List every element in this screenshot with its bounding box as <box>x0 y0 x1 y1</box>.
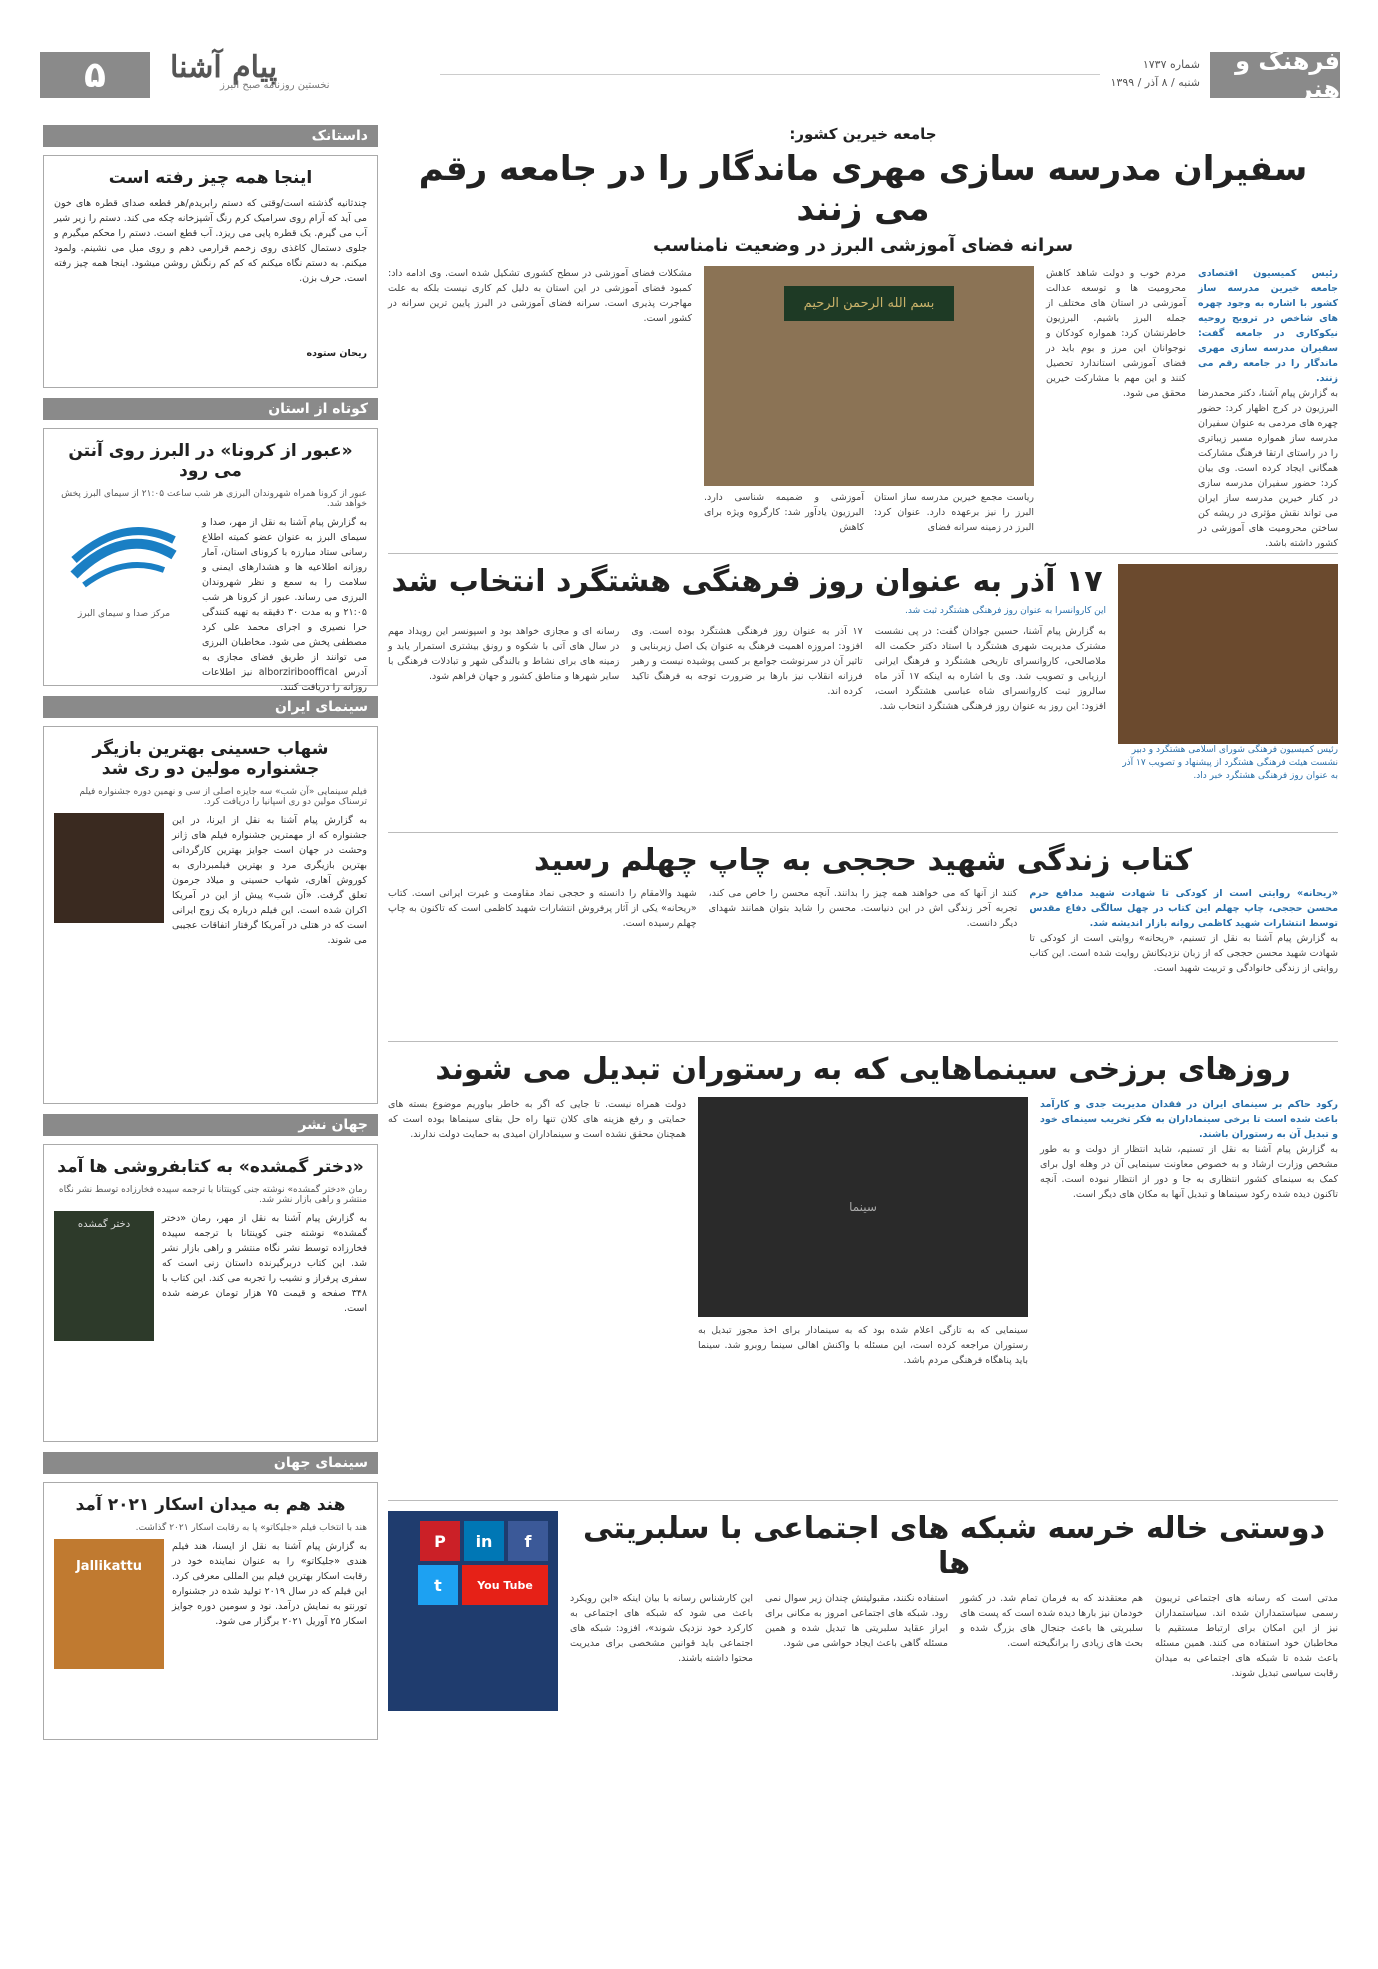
ostan-text: به گزارش پیام آشنا به نقل از مهر، صدا و سیمای البرز به عنوان عضو کمیته اطلاع رسانی ستاد مبارزه با کرونای استان، آمار روزانه اطلاعیه ها و هشدارهای ایمنی و سلامت را به سمع و نظر شهروندان البرزی می رساند. عبور از کرونا هر شب ۲۱:۰۵ و به مدت ۳۰ دقیقه به تهیه کنندگی حرا نصیری و اجرای محمد علی کرد مصطفی پخش می شود. مخاطبان البرزی می توانند از طریق فضای مجازی به آدرس alborziribooffical نیز اطلاعات روزانه را دریافت کنند. <box>202 517 367 693</box>
article-hojaji <box>388 832 1338 1033</box>
story-author: ریحان ستوده <box>306 348 367 359</box>
header-rule <box>440 74 1100 75</box>
article-charity-photo-area <box>704 266 1034 566</box>
book-cover: دختر گمشده <box>54 1211 154 1341</box>
cinema-hall-photo: سینما <box>698 1097 1028 1317</box>
social-media-photo <box>388 1511 558 1711</box>
article-charity-lead: رئیس کمیسیون اقتصادی جامعه خیرین مدرسه ساز کشور با اشاره به وجود چهره های شاخص در ترویج روحیه نیکوکاری در جامعه گفت: سفیران مدرسه سازی مهری ماندگار را در جامعه رقم می زنند. <box>1198 268 1338 384</box>
page-number: ۵ <box>40 52 150 98</box>
article-hashtgerd-col2: ۱۷ آذر به عنوان روز فرهنگی هشتگرد بوده است. وی افزود: امروزه اهمیت فرهنگ به عنوان یک اصل زیربنایی و تاثیر آن در سرنوشت جوامع بر کسی پوشیده نیست و رهبر فرزانه انقلاب نیز بارها بر ضرورت توجه به فرهنگ تاکید کرده اند. <box>631 626 863 697</box>
article-charity-caption-left: آموزشی و ضمیمه شناسی دارد. البرزیون یادآور شد: کارگروه ویژه برای کاهش <box>704 492 864 533</box>
main-content <box>388 125 1338 1841</box>
calligraphy-frame: بسم الله الرحمن الرحیم <box>784 286 955 321</box>
publishing-box <box>43 1144 378 1442</box>
publishing-sub: رمان «دختر گمشده» نوشته جنی کوینتانا با ترجمه سپیده فخارزاده توسط نشر نگاه منتشر و راهی بازار نشر شد. <box>58 1185 367 1205</box>
ostan-sub: عبور از کرونا همراه شهروندان البرزی هر شب ساعت ۲۱:۰۵ از سیمای البرز پخش خواهد شد. <box>61 489 367 509</box>
article-cinemas-col1-text: به گزارش پیام آشنا به نقل از تسنیم، شاید انتظار از دولت و به طور مشخص وزارت ارشاد و به خصوص معاونت سینمایی آن در وهله اول برای کمک به سینمای کشور انتظاری به جا و دور از انتظار نبوده است. آنچه تاکنون دیده شده رکود سینماها و تبدیل آنها به مکان های دیگر است. <box>1040 1144 1338 1200</box>
article-cinemas-col1 <box>1040 1097 1338 1477</box>
story-title: اینجا همه چیز رفته است <box>108 168 313 188</box>
broadcast-logo-icon <box>54 515 194 605</box>
article-cinemas-col3: سینمایی که به تازگی اعلام شده بود که به سینمادار برای اخذ مجوز تبدیل به رستوران مراجعه کرده است، این مسئله با واکنش اهالی سینما روبرو شد. سینما باید پناهگاه فرهنگی مردم باشد. <box>698 1325 1028 1366</box>
cinema-iran-sub: فیلم سینمایی «آن شب» سه جایزه اصلی از سی و نهمین دوره جشنواره فیلم ترسناک مولین دو ری اسپانیا را دریافت کرد. <box>79 787 367 807</box>
linkedin-icon: in <box>464 1521 504 1561</box>
article-hojaji-title: کتاب زندگی شهید حججی به چاپ چهلم رسید <box>533 843 1192 878</box>
cinema-world-section-label: سینمای جهان <box>43 1452 378 1474</box>
article-hashtgerd-col3: رسانه ای و مجازی خواهد بود و اسپونسر این رویداد مهم در سال های آتی با شکوه و رونق بیشتری استمرار یابد و زمینه های برای نشاط و بالندگی شهر و تبادلات فرهنگی با سایر شهرها و مناطق کشور و جهان فراهم شود. <box>388 626 620 682</box>
article-social-col4: این کارشناس رسانه با بیان اینکه «این رویکرد باعث می شود که شبکه های اجتماعی به کارکرد خود نزدیک شوند»، افزود: شبکه های اجتماعی باید قوانین مشخصی برای مدیریت محتوا داشته باشند. <box>570 1593 753 1664</box>
story-section-label: داستانک <box>43 125 378 147</box>
cinema-world-box <box>43 1482 378 1740</box>
issue-number: شماره ۱۷۳۷ <box>1142 58 1200 71</box>
article-cinemas-photo-area <box>698 1097 1028 1477</box>
article-social-col2: هم معتقدند که به فرمان تمام شد. در کشور خودمان نیز بارها دیده شده است که پست های سلبریتی ها باعث جنجال های بزرگ شده و بحث های زیادی را برانگیخته است. <box>959 1593 1143 1649</box>
article-charity-col3: مشکلات فضای آموزشی در سطح کشوری تشکیل شده است. وی ادامه داد: کمبود فضای آموزشی در این استان به دلیل کم کاری نیست بلکه به علت مهاجرت پذیری است. سرانه فضای آموزشی در البرز پایین ترین سرانه در کشور است. <box>388 268 692 324</box>
article-hojaji-col2: کنند از آنها که می خواهند همه چیز را بدانند. آنچه محسن را خاص می کند، تجربه آخر زندگی اش در این دنیاست. محسن را شاید بتوان همانند شهدای دیگر دانست. <box>708 888 1018 929</box>
twitter-icon: t <box>418 1565 458 1605</box>
article-hojaji-col1-text: به گزارش پیام آشنا به نقل از تسنیم، «ریحانه» روایتی است از کودکی تا شهادت شهید محسن حججی که از زبان نزدیکانش روایت شده است. این کتاب روایتی از زندگی خانوادگی و تربیت شهید است. <box>1029 933 1338 974</box>
cinema-iran-title: شهاب حسینی بهترین بازیگر جشنواره مولین دو ری شد <box>92 739 329 779</box>
article-charity-caption-right: ریاست مجمع خیرین مدرسه ساز استان البرز را نیز برعهده دارد. عنوان کرد: البرز در زمینه سرانه فضای <box>874 492 1034 533</box>
section-tab: فرهنگ و هنر <box>1210 52 1340 98</box>
actor-photo <box>54 813 164 923</box>
article-hashtgerd <box>388 553 1338 824</box>
article-social-title: دوستی خاله خرسه شبکه های اجتماعی با سلبریتی ها <box>583 1511 1325 1581</box>
ostan-title: «عبور از کرونا» در البرز روی آنتن می رود <box>68 441 353 481</box>
article-charity-kicker: جامعه خیرین کشور: <box>789 125 937 143</box>
article-charity-col2: مردم خوب و دولت شاهد کاهش محرومیت ها و توسعه عدالت آموزشی در استان های مختلف از جمله البرز باشیم. البرزیون خاطرنشان کرد: همواره کودکان و نوجوانان این مرز و بوم باید در فضای آموزشی استاندارد تحصیل کنند و این مهم با مشارکت خیرین محقق می شود. <box>1046 268 1186 399</box>
broadcast-logo-caption: مرکز صدا و سیمای البرز <box>77 609 171 619</box>
article-hashtgerd-lead: این کاروانسرا به عنوان روز فرهنگی هشتگرد ثبت شد. <box>905 606 1106 616</box>
story-box <box>43 155 378 388</box>
ostan-section-label: کوتاه از استان <box>43 398 378 420</box>
caravanserai-photo <box>1118 564 1338 744</box>
page-header <box>40 47 1340 103</box>
cinema-iran-text: به گزارش پیام آشنا به نقل از ایرنا، در این جشنواره که از مهمترین جشنواره فیلم های ژانر وحشت در جهان است جوایز بهترین کارگردانی بهترین بازیگری مرد و بهترین فیلمبرداری به کوروش آهاری، شهاب حسینی و میلاد جرمون تعلق گرفت. «آن شب» پیش از این در آمریکا اکران شده است. این فیلم درباره یک زوج ایرانی است که در هتلی در آمریکا گرفتار اتفاقات عجیبی می شوند. <box>172 815 367 946</box>
article-social <box>388 1500 1338 1841</box>
cinema-world-text: به گزارش پیام آشنا به نقل از ایسنا، هند فیلم هندی «جلیکاتو» را به عنوان نماینده خود در رقابت اسکار بهترین فیلم بین المللی معرفی کرد. این فیلم که در سال ۲۰۱۹ تولید شده در جشنواره تورنتو به نمایش درآمد. نود و سومین دوره جوایز اسکار ۲۵ آوریل ۲۰۲۱ برگزار می شود. <box>172 1541 367 1627</box>
article-cinemas-lead: رکود حاکم بر سینمای ایران در فقدان مدیریت جدی و کارآمد باعث شده است تا برخی سینماداران به فکر تخریب سینمای خود و تبدیل آن به رستوران باشند. <box>1040 1099 1338 1140</box>
article-social-col1: مدتی است که رسانه های اجتماعی تریبون رسمی سیاستمداران شده اند. سیاستمداران نیز از این امکان برای ارتباط مستقیم با مخاطبان خود استفاده می کنند. همین مسئله باعث شده تا شبکه های اجتماعی به میدان رقابت سیاسی تبدیل شوند. <box>1155 1593 1338 1679</box>
facebook-icon: f <box>508 1521 548 1561</box>
issue-date: شنبه / ۸ آذر / ۱۳۹۹ <box>1110 76 1200 89</box>
article-hashtgerd-caption: رئیس کمیسیون فرهنگی شورای اسلامی هشتگرد و دبیر نشست هیئت فرهنگی هشتگرد از پیشنهاد و تصویب ۱۷ آذر به عنوان روز فرهنگی هشتگرد خبر داد. <box>1122 745 1338 781</box>
article-charity <box>388 125 1338 549</box>
article-cinemas <box>388 1041 1338 1492</box>
article-charity-title: سفیران مدرسه سازی مهری ماندگار را در جامعه رقم می زنند <box>418 149 1308 229</box>
ostan-box <box>43 428 378 693</box>
newspaper-tagline: نخستین روزنامه صبح البرز <box>220 80 330 91</box>
issue-info <box>1111 56 1200 92</box>
article-hojaji-col3: شهید والامقام را دانسته و حججی نماد مقاومت و غیرت ایرانی است. کتاب «ریحانه» یکی از آثار پرفروش انتشارات شهید کاظمی است که تاکنون به چاپ چهلم رسیده است. <box>387 888 697 929</box>
publishing-text: به گزارش پیام آشنا به نقل از مهر، رمان «دختر گمشده» نوشته جنی کوینتانا با ترجمه سپیده فخارزاده توسط نشر نگاه منتشر و راهی بازار نشر شد. این کتاب دربرگیرنده داستان زنی است که سفری پرفراز و نشیب را تجربه می کند. این کتاب با ۳۴۸ صفحه و قیمت ۷۵ هزار تومان عرضه شده است. <box>162 1213 367 1314</box>
newspaper-logo: پیام آشنا <box>170 50 278 85</box>
article-charity-photo <box>704 266 1034 486</box>
pinterest-icon: P <box>420 1521 460 1561</box>
broadcast-logo <box>54 515 194 675</box>
article-hojaji-lead: «ریحانه» روایتی است از کودکی تا شهادت شهید مدافع حرم محسن حججی، چاپ چهلم این کتاب در چهل سالگی دفاع مقدس توسط انتشارات شهید کاظمی روانه بازار اندیشه شد. <box>1029 888 1338 929</box>
youtube-icon: You Tube <box>462 1565 548 1605</box>
story-text: چندثانیه گذشته است/وقتی که دستم رابریدم/هر قطعه صدای قطره های خون می آید که آرام روی سرامیک کرم رنگ آشپزخانه چکه می کند. دستم را زیر شیر آب می گیرم. یک قطره پایی می ریزد. آب قطع است. دستم را محکم میگیرم و جلوی دستمال کاغذی روی زخمم قرارمی دهم و روی مبل می نشینم. ولمود میکنم. به دستم نگاه میکنم که کم کم رنگش روشن میشود. اینجا همه چیز رفته است. حرف بزن. <box>54 198 367 284</box>
article-hashtgerd-col1: به گزارش پیام آشنا، حسین جوادان گفت: در پی نشست مشترک مدیریت شهری هشتگرد با استاد دکتر حکمت اله ملاصالحی، کاروانسرای تاریخی هشتگرد و فرهنگ ایرانی ارزیابی و تصویب شد. وی با اشاره به اینکه ۱۷ آذر ماه سالروز ثبت کاروانسرای شاه عباسی هشتگرد است، افزود: این روز به عنوان روز فرهنگی هشتگرد انتخاب شد. <box>874 626 1106 712</box>
cinema-world-title: هند هم به میدان اسکار ۲۰۲۱ آمد <box>75 1495 346 1515</box>
article-hashtgerd-photo-area <box>1118 564 1338 804</box>
cinema-world-sub: هند با انتخاب فیلم «جلیکاتو» پا به رقابت اسکار ۲۰۲۱ گذاشت. <box>135 1523 367 1533</box>
publishing-title: «دختر گمشده» به کتابفروشی ها آمد <box>57 1157 364 1177</box>
film-poster: Jallikattu <box>54 1539 164 1669</box>
article-charity-subtitle: سرانه فضای آموزشی البرز در وضعیت نامناسب <box>652 235 1074 256</box>
article-charity-col1-text: به گزارش پیام آشنا، دکتر محمدرضا البرزیون در کرج اظهار کرد: حضور چهره های مردمی به عنوان سفیران مدرسه ساز همواره مسیر زیباتری را در راستای ارتقا فرهنگ مشارکت همگانی ایجاد کرده است. وی بیان کرد: حضور سفیران مدرسه سازی در کنار خیرین مدرسه ساز ایران می تواند نقش مؤثری در ریشه کن ساختن محرومیت های آموزشی در کشور داشته باشد. <box>1198 388 1338 549</box>
article-social-col3: استفاده نکنند، مقبولیتش چندان زیر سوال نمی رود. شبکه های اجتماعی امروز به مکانی برای ابراز عقاید سلبریتی ها تبدیل شده و همین مسئله گاهی باعث ایجاد حواشی می شود. <box>765 1593 948 1649</box>
article-cinemas-col2: دولت همراه نیست. تا جایی که اگر به خاطر بیاوریم موضوع بسته های حمایتی و رفع هزینه های کلان تنها راه حل بقای سینماها بوده است که همچنان محقق نشده است و سینماداران امیدی به حمایت دولت ندارند. <box>388 1099 686 1140</box>
article-charity-col1 <box>1198 266 1338 566</box>
article-hashtgerd-title: ۱۷ آذر به عنوان روز فرهنگی هشتگرد انتخاب شد <box>391 564 1103 599</box>
cinema-iran-section-label: سینمای ایران <box>43 696 378 718</box>
article-hojaji-col1 <box>1029 886 1338 1016</box>
publishing-section-label: جهان نشر <box>43 1114 378 1136</box>
cinema-iran-box <box>43 726 378 1104</box>
sidebar <box>43 125 378 1750</box>
article-cinemas-title: روزهای برزخی سینماهایی که به رستوران تبدیل می شوند <box>435 1052 1291 1087</box>
